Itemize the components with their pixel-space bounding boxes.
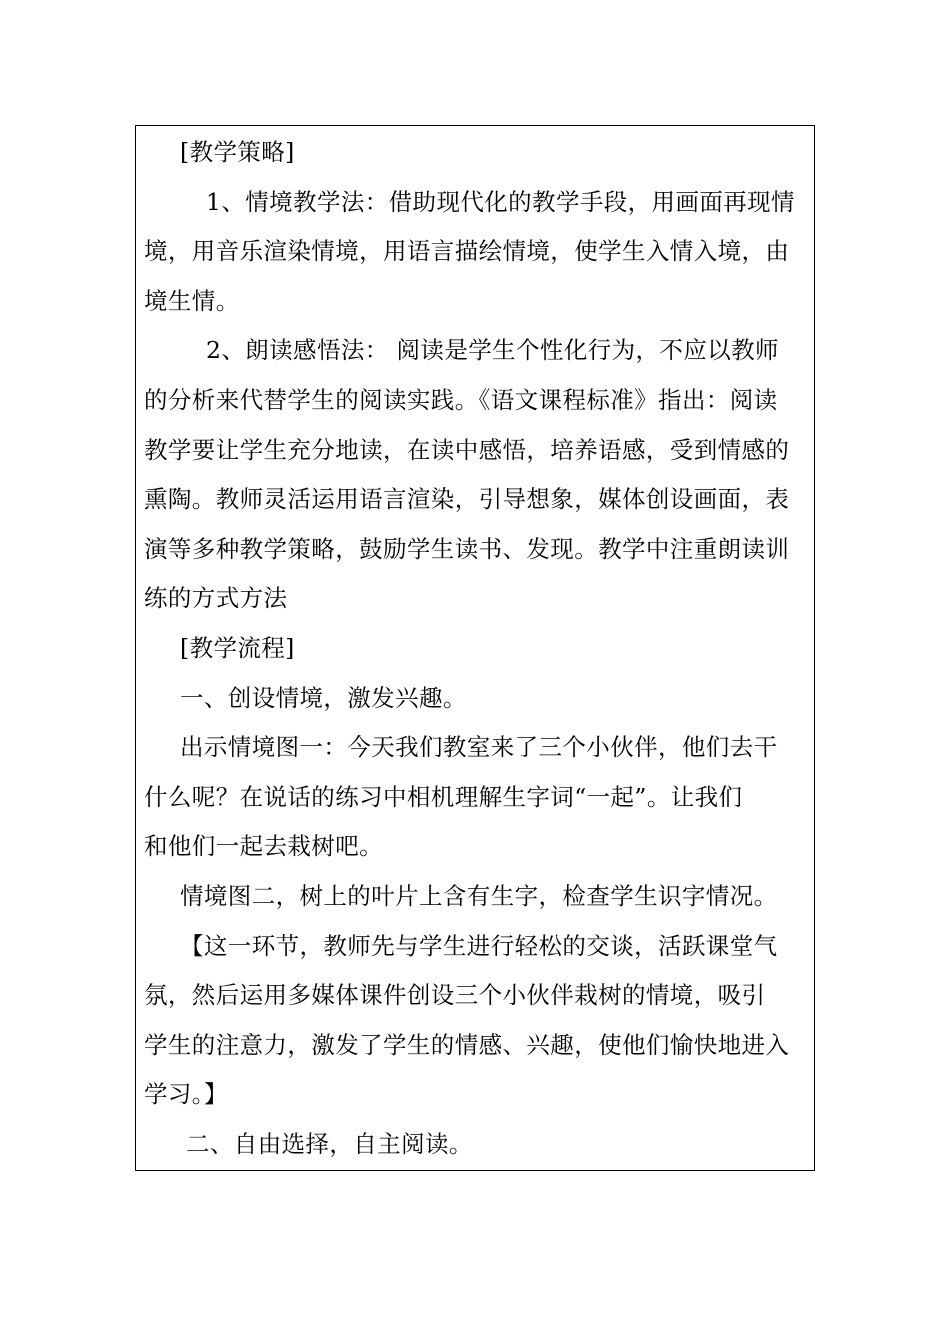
- section-heading-strategy: [教学策略]: [180, 138, 295, 166]
- paragraph-line: 演等多种教学策略，鼓励学生读书、发现。教学中注重朗读训: [144, 534, 790, 563]
- paragraph-line: 1、情境教学法：借助现代化的教学手段，用画面再现情: [206, 187, 795, 216]
- step-heading: 一、创设情境，激发兴趣。: [180, 683, 467, 712]
- paragraph-line: 教学要让学生充分地读，在读中感悟，培养语感，受到情感的: [144, 435, 790, 464]
- document-content: [144, 128, 808, 1169]
- paragraph-line: 境生情。: [144, 286, 240, 315]
- paragraph-line: 【这一环节，教师先与学生进行轻松的交谈，活跃课堂气: [180, 931, 778, 960]
- paragraph-line: 的分析来代替学生的阅读实践。《语文课程标准》指出：阅读: [144, 385, 778, 414]
- paragraph-line: 熏陶。教师灵活运用语言渲染，引导想象，媒体创设画面，表: [144, 485, 790, 514]
- paragraph-line: 情境图二，树上的叶片上含有生字，检查学生识字情况。: [180, 881, 778, 910]
- paragraph-line: 和他们一起去栽树吧。: [144, 832, 383, 861]
- step-heading: 二、自由选择，自主阅读。: [186, 1129, 473, 1158]
- paragraph-line: 出示情境图一：今天我们教室来了三个小伙伴，他们去干: [180, 733, 778, 762]
- paragraph-line: 2、朗读感悟法： 阅读是学生个性化行为，不应以教师: [206, 336, 779, 365]
- paragraph-line: 学习。】: [144, 1080, 228, 1109]
- paragraph-line: 什么呢？在说话的练习中相机理解生字词“一起”。让我们: [144, 782, 743, 811]
- section-heading-process: [教学流程]: [180, 633, 295, 662]
- paragraph-line: 境，用音乐渲染情境，用语言描绘情境，使学生入情入境，由: [144, 237, 790, 266]
- paragraph-line: 氛，然后运用多媒体课件创设三个小伙伴栽树的情境，吸引: [144, 981, 766, 1010]
- paragraph-line: 学生的注意力，激发了学生的情感、兴趣，使他们愉快地进入: [144, 1030, 790, 1059]
- paragraph-line: 练的方式方法: [144, 584, 288, 613]
